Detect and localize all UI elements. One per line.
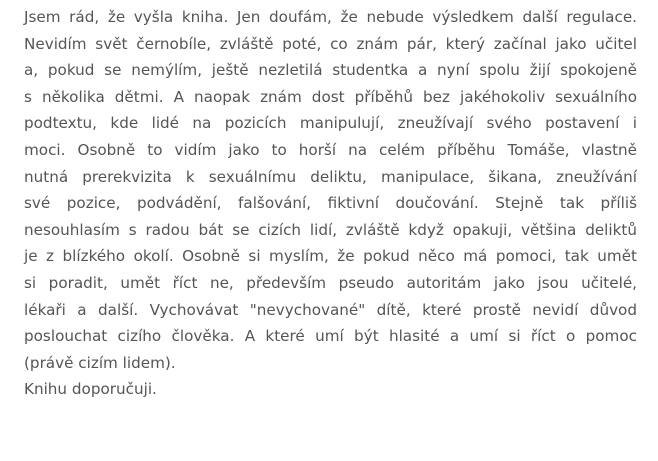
comment-line: si poradit, umět říct ne, především pseudo autoritám jako jsou učitelé, xyxy=(24,273,637,292)
comment-line: je z blízkého okolí. Osobně si myslím, že pokud něco má pomoci, tak umět xyxy=(24,247,637,266)
comment-line: Jsem rád, že vyšla kniha. Jen doufám, že nebude výsledkem další regulace. xyxy=(24,8,637,26)
comment-line: poslouchat cizího člověka. A které umí být hlasité a umí si říct o pomoc xyxy=(24,327,637,346)
comment-line: Nevidím svět černobíle, zvláště poté, co znám pár, který začínal jako učitel xyxy=(24,34,637,53)
comment-line: a, pokud se nemýlím, ještě nezletilá studentka a nyní spolu žijí spokojeně xyxy=(24,61,637,80)
comment-line: s několika dětmi. A naopak znám dost příběhů bez jakéhokoliv sexuálního xyxy=(24,87,637,106)
comment-closing: Knihu doporučuji. xyxy=(24,380,157,399)
comment-line: nesouhlasím s radou bát se cizích lidí, zvláště když opakuji, většina deliktů xyxy=(24,220,637,239)
comment-paragraph xyxy=(24,4,637,376)
comment-line: své pozice, podvádění, falšování, fiktivní doučování. Stejně tak příliš xyxy=(24,194,637,213)
comment-line: (právě cizím lidem). xyxy=(24,353,176,372)
comment-line: podtextu, kde lidé na pozicích manipulují, zneužívají svého postavení i xyxy=(24,114,637,133)
comment-line: moci. Osobně to vidím jako to horší na celém příběhu Tomáše, vlastně xyxy=(24,140,637,159)
comment-line: lékaři a další. Vychovávat "nevychované" dítě, které prostě nevidí důvod xyxy=(24,300,637,319)
comment-line: nutná prerekvizita k sexuálnímu deliktu, manipulace, šikana, zneužívání xyxy=(24,167,637,186)
